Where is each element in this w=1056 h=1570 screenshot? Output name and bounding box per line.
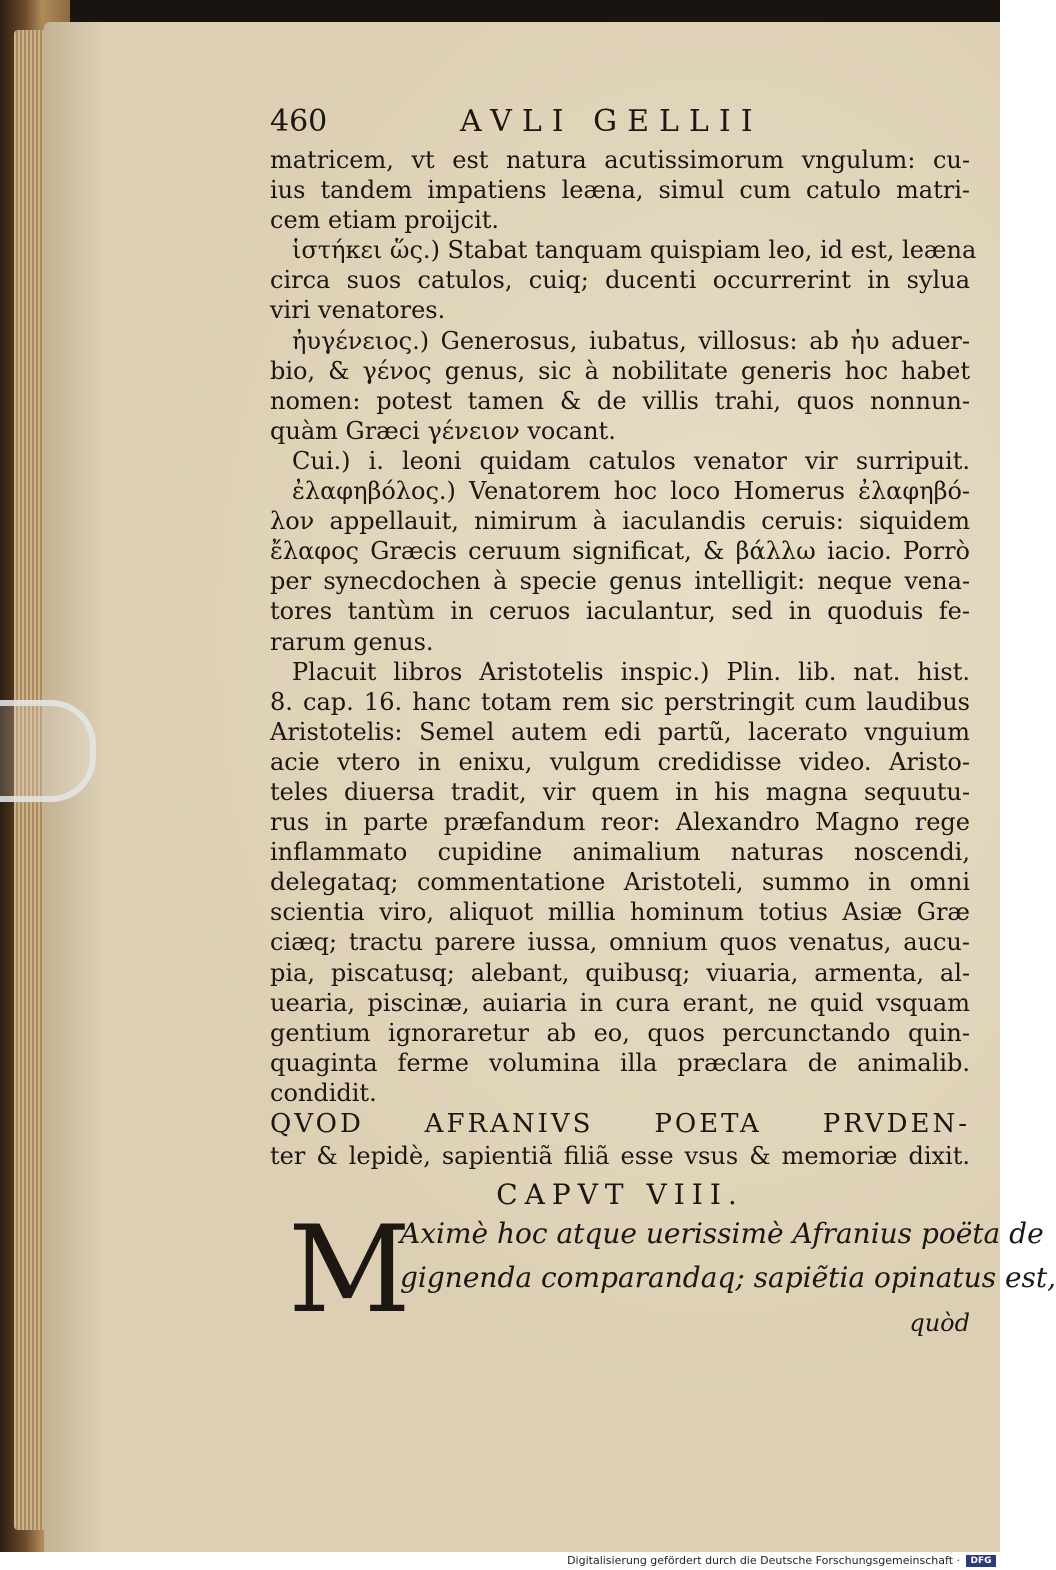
chapter-heading: QVOD AFRANIVS POETA PRVDEN- xyxy=(270,1109,970,1139)
text-line: pia, piscatusq; alebant, quibusq; viuaria, armenta, al- xyxy=(270,958,970,987)
text-line: condidit. xyxy=(270,1078,377,1107)
text-line: ἔλαφος Græcis ceruum significat, & βάλλω iacio. Porrò xyxy=(270,537,970,566)
chapter-heading-continued: ter & lepidè, sapientiã filiã esse vsus & memoriæ dixit. xyxy=(270,1142,970,1170)
digitization-credit: Digitalisierung gefördert durch die Deutsche Forschungsgemeinschaft · xyxy=(567,1554,960,1567)
text-line: circa suos catulos, cuiq; ducenti occurrerint in sylua xyxy=(270,266,970,295)
dfg-logo-icon: DFG xyxy=(966,1555,996,1567)
text-line: rarum genus. xyxy=(270,627,434,656)
text-line: uearia, piscinæ, auiaria in cura erant, ne quid vsquam xyxy=(270,988,970,1017)
text-line: quàm Græci γένειον vocant. xyxy=(270,416,616,445)
text-line: per synecdochen à specie genus intelligit: neque vena- xyxy=(270,567,970,596)
text-line: tores tantùm in ceruos iaculantur, sed in quoduis fe- xyxy=(270,597,970,626)
digitization-credit-bar xyxy=(0,1552,1000,1570)
text-line: viri venatores. xyxy=(270,296,446,325)
text-line: ἠυγένειος.) Generosus, iubatus, villosus: ab ἠυ aduer- xyxy=(292,326,970,355)
commentary-text xyxy=(270,145,977,1108)
text-line: ἐλαφηβόλος.) Venatorem hoc loco Homerus ἐλαφηβό- xyxy=(292,477,970,506)
text-line: gentium ignoraretur ab eo, quos percunctando quin- xyxy=(270,1018,970,1047)
page-text xyxy=(270,104,1056,1347)
text-line: quaginta ferme volumina illa præclara de animalib. xyxy=(270,1048,970,1077)
text-line: ius tandem impatiens leæna, simul cum catulo matri- xyxy=(270,176,970,205)
running-head: AVLI GELLII xyxy=(460,104,763,139)
text-line: nomen: potest tamen & de villis trahi, quos nonnun- xyxy=(270,386,970,415)
text-line: rus in parte præfandum reor: Alexandro Magno rege xyxy=(270,808,970,837)
page-number: 460 xyxy=(270,104,328,139)
text-line: scientia viro, aliquot millia hominum totius Asiæ Græ xyxy=(270,898,970,927)
chapter-opening xyxy=(270,1201,1056,1347)
page-clip xyxy=(0,700,96,802)
text-line: cem etiam proijcit. xyxy=(270,206,500,235)
opening-line: Aximè hoc atque uerissimè Afranius poëta de xyxy=(400,1217,1044,1250)
text-line: teles diuersa tradit, vir quem in his magna sequutu- xyxy=(270,777,970,806)
text-line: inflammato cupidine animalium naturas noscendi, xyxy=(270,838,970,867)
text-line: Aristotelis: Semel autem edi partũ, lacerato vnguium xyxy=(270,717,970,746)
text-line: ciæq; tractu parere iussa, omnium quos venatus, aucu- xyxy=(270,928,970,957)
text-line: matricem, vt est natura acutissimorum vngulum: cu- xyxy=(270,146,970,174)
text-line: acie vtero in enixu, vulgum credidisse video. Aristo- xyxy=(270,747,970,776)
drop-cap-initial: M xyxy=(288,1201,411,1340)
text-line: delegataq; commentatione Aristoteli, summo in omni xyxy=(270,868,970,897)
catchword: quòd xyxy=(909,1309,970,1337)
opening-line: gignenda comparandaq; sapiẽtia opinatus est, xyxy=(400,1261,1056,1294)
text-line: 8. cap. 16. hanc totam rem sic perstringit cum laudibus xyxy=(270,687,970,716)
text-line: Placuit libros Aristotelis inspic.) Plin. lib. nat. hist. xyxy=(292,657,970,686)
chapter-number: CAPVT VIII. xyxy=(496,1178,744,1211)
text-line: bio, & γένος genus, sic à nobilitate generis hoc habet xyxy=(270,356,970,385)
text-line: Cui.) i. leoni quidam catulos venator vir surripuit. xyxy=(292,446,970,475)
text-line: ἱστήκει ὥς.) Stabat tanquam quispiam leo, id est, leæna xyxy=(292,236,977,265)
text-line: λον appellauit, nimirum à iaculandis ceruis: siquidem xyxy=(270,507,970,536)
page-header xyxy=(270,104,970,139)
